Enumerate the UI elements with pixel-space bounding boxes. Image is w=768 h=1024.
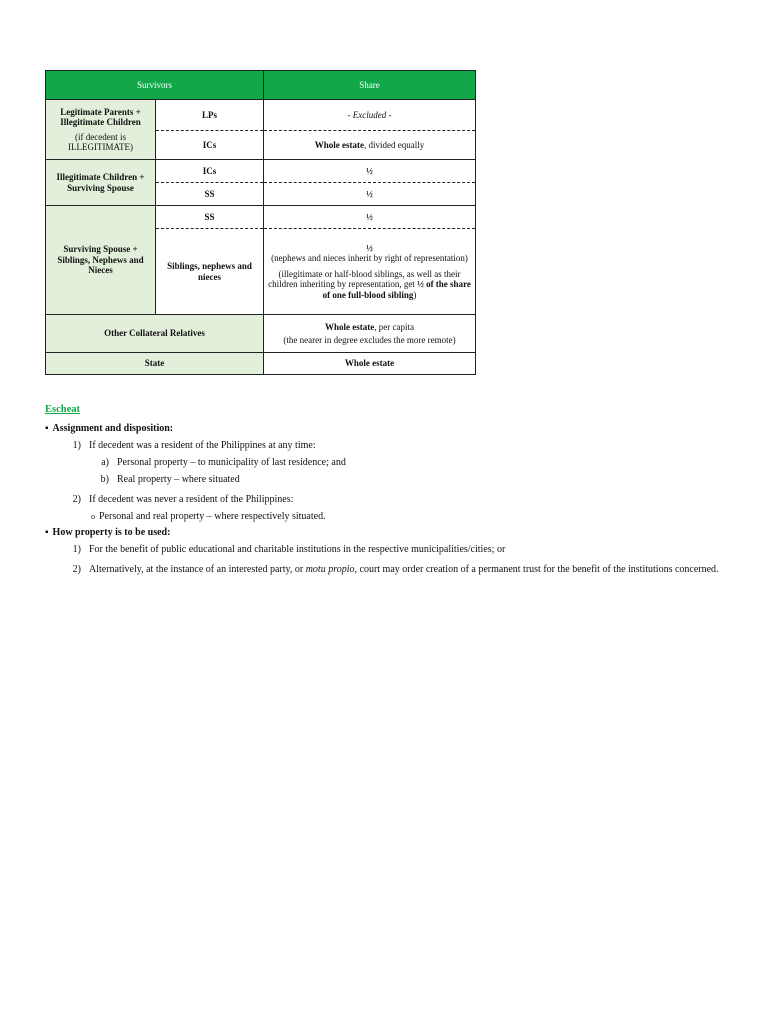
group-cell-ss-siblings: Surviving Spouse + Siblings, Nephews and Nieces [46, 206, 156, 315]
survivor-cell: Siblings, nephews and nieces [156, 229, 264, 315]
share-cell: Whole estate [264, 353, 476, 375]
item-text-italic: motu propio [305, 563, 355, 575]
item-text: If decedent was a resident of the Philippines at any time: [89, 439, 316, 451]
item-text-pre: Alternatively, at the instance of an interested party, or [89, 563, 306, 575]
share-cell: - Excluded - [264, 100, 476, 131]
table-row [46, 315, 476, 353]
share-cell: ½ [264, 183, 476, 206]
survivor-cell: SS [156, 206, 264, 229]
item-number: 2) [72, 563, 81, 575]
item-number: 2) [72, 493, 81, 505]
item-text: If decedent was never a resident of the Philippines: [89, 493, 294, 505]
item-text: For the benefit of public educational and charitable institutions in the respective municipalities/cities; or [89, 543, 506, 555]
share-rest: , divided equally [364, 139, 425, 150]
item-number: b) [100, 473, 109, 485]
group-label: Legitimate Parents + Illegitimate Children [60, 106, 141, 128]
list-item [45, 563, 735, 576]
share-note-bold: ½ of the share of one full-blood sibling [322, 279, 471, 300]
share-cell: ½ [264, 160, 476, 183]
escheat-section [45, 403, 735, 576]
survivor-cell: SS [156, 183, 264, 206]
share-cell: ½ [264, 206, 476, 229]
table-row [46, 353, 476, 375]
succession-shares-table [45, 70, 476, 375]
list-item [45, 543, 735, 556]
share-note-half-blood [268, 269, 471, 300]
share-line [268, 322, 471, 332]
list-item [45, 439, 735, 452]
share-bold: Whole estate [314, 139, 365, 150]
table-row [46, 206, 476, 229]
share-note-end: ) [413, 289, 417, 300]
item-text: Personal property – to municipality of last residence; and [117, 456, 346, 468]
item-text-post: , court may order creation of a permanent trust for the benefit of the institutions concerned. [354, 563, 719, 575]
item-text: Real property – where situated [117, 473, 240, 485]
list-item [45, 456, 735, 469]
share-cell [264, 315, 476, 353]
item-number: a) [101, 456, 109, 468]
list-item: o Personal and real property – where respectively situated. [45, 510, 735, 523]
group-cell-collateral: Other Collateral Relatives [46, 315, 264, 353]
header-survivors: Survivors [46, 71, 264, 100]
escheat-heading: Escheat [45, 404, 80, 415]
group-cell-ic-ss: Illegitimate Children + Surviving Spouse [46, 160, 156, 206]
table-row [46, 100, 476, 131]
group-cell-lp-ic [46, 100, 156, 160]
share-bold: Whole estate [325, 321, 375, 332]
share-note-text: (illegitimate or half-blood siblings, as well as their children inheriting by representation, get [268, 268, 461, 290]
share-cell [264, 229, 476, 315]
list-item [45, 473, 735, 486]
survivor-cell: ICs [156, 160, 264, 183]
group-cell-state: State [46, 353, 264, 375]
survivor-cell: LPs [156, 100, 264, 131]
usage-heading: ▪ How property is to be used: [45, 526, 735, 539]
item-text [89, 563, 719, 576]
item-number: 1) [72, 439, 81, 451]
group-note: (if decedent is ILLEGITIMATE) [68, 131, 133, 152]
share-note: (the nearer in degree excludes the more remote) [283, 335, 456, 345]
share-cell [264, 131, 476, 160]
share-fraction: ½ [366, 243, 373, 254]
share-note-representation: (nephews and nieces inherit by right of representation) [271, 253, 468, 264]
table-row [46, 160, 476, 183]
item-number: 1) [72, 543, 81, 555]
table-header-row [46, 71, 476, 100]
assignment-heading: ▪ Assignment and disposition: [45, 422, 735, 435]
header-share: Share [264, 71, 476, 100]
survivor-cell: ICs [156, 131, 264, 160]
list-item [45, 493, 735, 506]
share-rest: , per capita [374, 321, 414, 332]
